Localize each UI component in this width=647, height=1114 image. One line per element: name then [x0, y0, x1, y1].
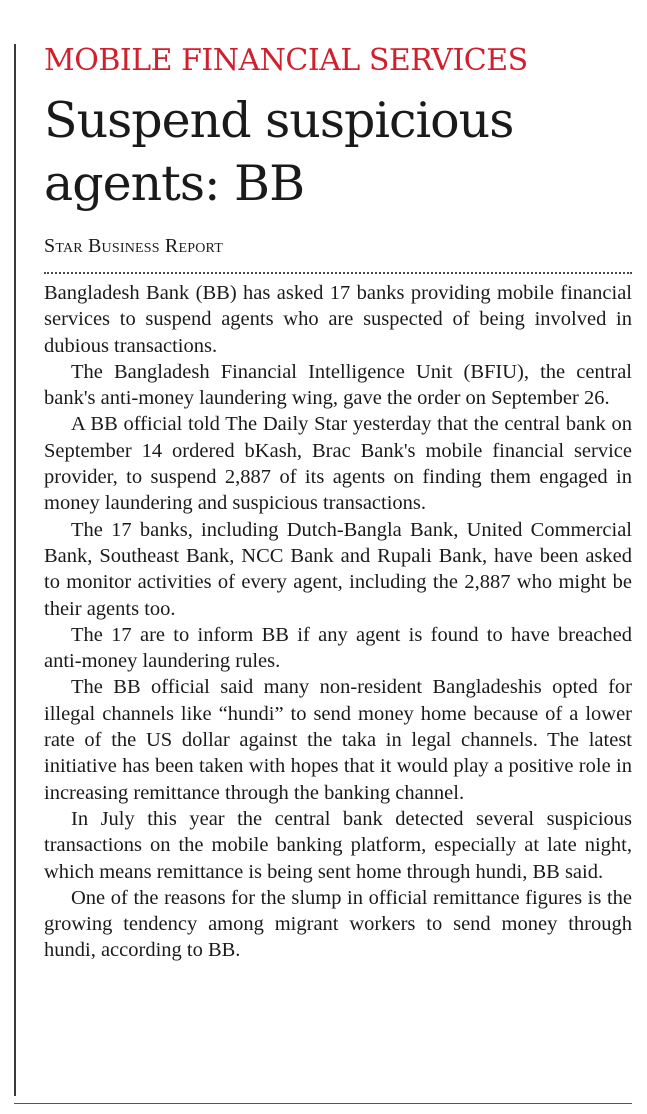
paragraph: Bangladesh Bank (BB) has asked 17 banks providing mobile financial services to suspend agents who are suspected of being involved in dubious transactions.: [44, 282, 632, 357]
paragraph: One of the reasons for the slump in official remittance figures is the growing tendency among migrant workers to send money through hundi, according to BB.: [44, 886, 632, 962]
bottom-rule: [14, 1103, 632, 1104]
column-rule-left: [14, 44, 16, 1096]
section-kicker: MOBILE FINANCIAL SERVICES: [44, 43, 528, 78]
byline: Star Business Report: [44, 235, 223, 257]
paragraph: The BB official said many non-resident Bangladeshis opted for illegal channels like “hundi” to send money home because of a lower rate of the US dollar against the taka in legal channels. The latest initiative has been taken with hopes that it would play a positive role in increasing remittance through the banking channel.: [44, 676, 632, 804]
paragraph: In July this year the central bank detected several suspicious transactions on the mobile banking platform, especially at late night, which means remittance is being sent home through hundi, BB said.: [44, 807, 632, 883]
paragraph: A BB official told The Daily Star yesterday that the central bank on September 14 ordered bKash, Brac Bank's mobile financial service provider, to suspend 2,887 of its agents on finding them engaged in money laundering and suspicious transactions.: [44, 413, 632, 515]
headline: Suspend suspicious agents: BB: [44, 92, 514, 212]
article: [44, 38, 632, 964]
paragraph: The Bangladesh Financial Intelligence Unit (BFIU), the central bank's anti-money laundering wing, gave the order on September 26.: [44, 360, 632, 410]
paragraph: The 17 banks, including Dutch-Bangla Bank, United Commercial Bank, Southeast Bank, NCC Bank and Rupali Bank, have been asked to monitor activities of every agent, including the 2,887 who might be their agents too.: [44, 518, 632, 620]
paragraph: The 17 are to inform BB if any agent is found to have breached anti-money laundering rules.: [44, 623, 632, 673]
dotted-divider: [44, 272, 632, 274]
article-body: [44, 280, 632, 964]
